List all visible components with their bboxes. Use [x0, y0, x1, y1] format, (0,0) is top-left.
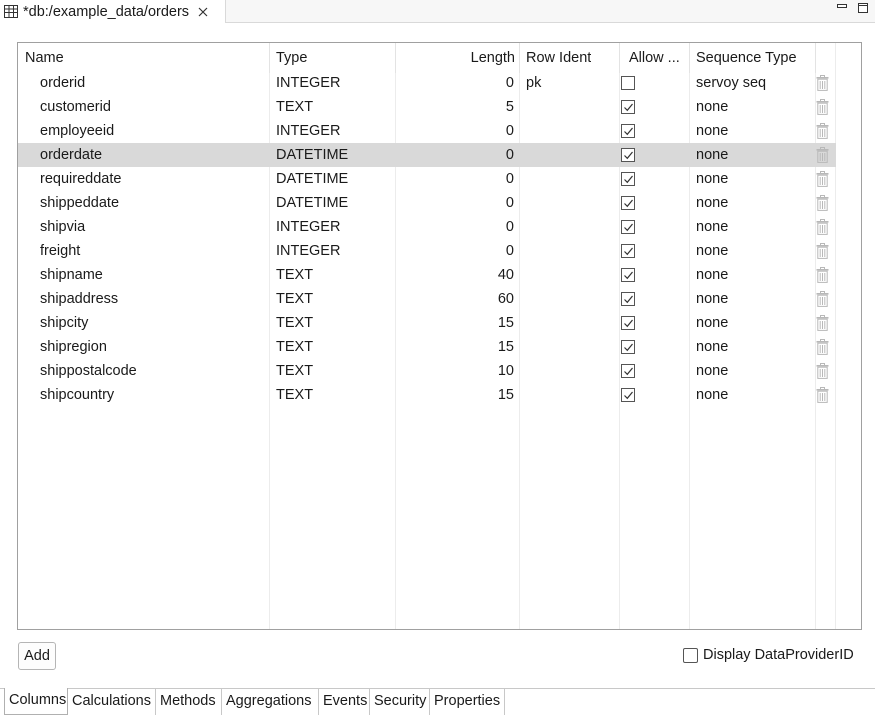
trash-icon[interactable] [816, 123, 829, 139]
column-length-cell[interactable]: 0 [505, 75, 514, 91]
allow-null-checkbox[interactable] [621, 388, 635, 402]
sequence-type-cell[interactable]: none [696, 171, 729, 187]
sequence-type-cell[interactable]: none [696, 291, 729, 307]
allow-null-checkbox[interactable] [621, 340, 635, 354]
column-length-cell[interactable]: 0 [505, 219, 514, 235]
column-name-cell[interactable]: shipregion [40, 339, 107, 355]
tab-security[interactable]: Security [370, 689, 430, 715]
allow-null-checkbox[interactable] [621, 76, 635, 90]
minimize-icon[interactable] [836, 2, 848, 14]
column-type-cell[interactable]: INTEGER [276, 123, 341, 139]
table-row[interactable] [18, 359, 836, 383]
column-length-cell[interactable]: 15 [497, 387, 514, 403]
trash-icon[interactable] [816, 387, 829, 403]
column-name-cell[interactable]: shipcountry [40, 387, 115, 403]
display-dataprovider-checkbox[interactable] [683, 648, 698, 663]
allow-null-checkbox[interactable] [621, 124, 635, 138]
trash-icon[interactable] [816, 315, 829, 331]
trash-icon[interactable] [816, 219, 829, 235]
display-dataprovider-label: Display DataProviderID [703, 647, 854, 663]
table-header [18, 43, 861, 73]
column-length-cell[interactable]: 0 [505, 171, 514, 187]
header-type[interactable]: Type [276, 50, 308, 66]
tab-aggregations[interactable]: Aggregations [222, 689, 319, 715]
tab-properties[interactable]: Properties [430, 689, 505, 715]
column-type-cell[interactable]: DATETIME [276, 171, 349, 187]
column-type-cell[interactable]: INTEGER [276, 219, 341, 235]
column-length-cell[interactable]: 5 [505, 99, 514, 115]
sequence-type-cell[interactable]: servoy seq [696, 75, 767, 91]
trash-icon[interactable] [816, 195, 829, 211]
sequence-type-cell[interactable]: none [696, 267, 729, 283]
table-row[interactable] [18, 263, 836, 287]
table-row[interactable] [18, 191, 836, 215]
table-icon [4, 5, 18, 18]
editor-page-tabs [0, 688, 875, 716]
header-allow-null[interactable]: Allow ... [629, 50, 680, 66]
tab-columns[interactable]: Columns [4, 688, 68, 715]
trash-icon[interactable] [816, 267, 829, 283]
trash-icon[interactable] [816, 291, 829, 307]
tab-methods[interactable]: Methods [156, 689, 222, 715]
maximize-icon[interactable] [857, 2, 869, 14]
column-type-cell[interactable]: DATETIME [276, 195, 349, 211]
trash-icon[interactable] [816, 243, 829, 259]
header-length[interactable]: Length [470, 50, 515, 66]
allow-null-checkbox[interactable] [621, 196, 635, 210]
sequence-type-cell[interactable]: none [696, 387, 729, 403]
column-name-cell[interactable]: employeeid [40, 123, 115, 139]
allow-null-checkbox[interactable] [621, 100, 635, 114]
close-icon[interactable] [197, 6, 209, 18]
table-row[interactable] [18, 71, 836, 95]
trash-icon[interactable] [816, 99, 829, 115]
table-row[interactable] [18, 143, 836, 167]
sequence-type-cell[interactable]: none [696, 147, 729, 163]
header-divider[interactable] [269, 43, 270, 73]
column-length-cell[interactable]: 40 [497, 267, 514, 283]
allow-null-checkbox[interactable] [621, 172, 635, 186]
display-dataprovider-toggle[interactable] [683, 647, 854, 663]
column-type-cell[interactable]: TEXT [276, 315, 314, 331]
allow-null-checkbox[interactable] [621, 220, 635, 234]
header-sequence-type[interactable]: Sequence Type [696, 50, 797, 66]
allow-null-checkbox[interactable] [621, 292, 635, 306]
allow-null-checkbox[interactable] [621, 148, 635, 162]
trash-icon[interactable] [816, 339, 829, 355]
allow-null-checkbox[interactable] [621, 364, 635, 378]
column-name-cell[interactable]: shippostalcode [40, 363, 137, 379]
table-row[interactable] [18, 167, 836, 191]
column-name-cell[interactable]: freight [40, 243, 81, 259]
column-type-cell[interactable]: TEXT [276, 291, 314, 307]
allow-null-checkbox[interactable] [621, 268, 635, 282]
column-type-cell[interactable]: TEXT [276, 363, 314, 379]
column-name-cell[interactable]: shipname [40, 267, 103, 283]
table-row[interactable] [18, 215, 836, 239]
column-type-cell[interactable]: TEXT [276, 387, 314, 403]
tab-events[interactable]: Events [319, 689, 370, 715]
column-length-cell[interactable]: 0 [505, 243, 514, 259]
trash-icon[interactable] [816, 147, 829, 163]
column-name-cell[interactable]: shippeddate [40, 195, 120, 211]
column-name-cell[interactable]: shipvia [40, 219, 86, 235]
sequence-type-cell[interactable]: none [696, 219, 729, 235]
row-ident-cell[interactable]: pk [526, 75, 542, 91]
editor-tab-orders[interactable] [0, 0, 226, 23]
column-length-cell[interactable]: 10 [497, 363, 514, 379]
header-divider[interactable] [689, 43, 690, 73]
editor-tab-title: *db:/example_data/orders [23, 3, 190, 20]
column-length-cell[interactable]: 15 [497, 315, 514, 331]
sequence-type-cell[interactable]: none [696, 243, 729, 259]
sequence-type-cell[interactable]: none [696, 363, 729, 379]
header-name[interactable]: Name [25, 50, 64, 66]
column-length-cell[interactable]: 15 [497, 339, 514, 355]
column-type-cell[interactable]: INTEGER [276, 75, 341, 91]
column-length-cell[interactable]: 0 [505, 195, 514, 211]
column-type-cell[interactable]: TEXT [276, 339, 314, 355]
add-button[interactable]: Add [18, 642, 56, 670]
table-row[interactable] [18, 383, 836, 407]
column-name-cell[interactable]: customerid [40, 99, 111, 115]
column-type-cell[interactable]: DATETIME [276, 147, 349, 163]
column-name-cell[interactable]: shipaddress [40, 291, 119, 307]
table-row[interactable] [18, 335, 836, 359]
column-type-cell[interactable]: INTEGER [276, 243, 341, 259]
columns-table[interactable] [17, 42, 862, 630]
column-name-cell[interactable]: orderid [40, 75, 86, 91]
table-row[interactable] [18, 119, 836, 143]
column-length-cell[interactable]: 0 [505, 147, 514, 163]
header-divider[interactable] [619, 43, 620, 73]
trash-icon[interactable] [816, 75, 829, 91]
column-name-cell[interactable]: requireddate [40, 171, 122, 187]
sequence-type-cell[interactable]: none [696, 195, 729, 211]
header-divider[interactable] [815, 43, 816, 73]
column-type-cell[interactable]: TEXT [276, 267, 314, 283]
trash-icon[interactable] [816, 363, 829, 379]
sequence-type-cell[interactable]: none [696, 315, 729, 331]
header-divider[interactable] [519, 43, 520, 73]
editor-tab-bar [0, 0, 875, 23]
allow-null-checkbox[interactable] [621, 316, 635, 330]
table-row[interactable] [18, 239, 836, 263]
header-row-ident[interactable]: Row Ident [526, 50, 592, 66]
table-row[interactable] [18, 311, 836, 335]
sequence-type-cell[interactable]: none [696, 123, 729, 139]
table-row[interactable] [18, 95, 836, 119]
sequence-type-cell[interactable]: none [696, 339, 729, 355]
tab-calculations[interactable]: Calculations [68, 689, 156, 715]
column-name-cell[interactable]: orderdate [40, 147, 103, 163]
column-name-cell[interactable]: shipcity [40, 315, 89, 331]
sequence-type-cell[interactable]: none [696, 99, 729, 115]
column-length-cell[interactable]: 0 [505, 123, 514, 139]
allow-null-checkbox[interactable] [621, 244, 635, 258]
column-length-cell[interactable]: 60 [497, 291, 514, 307]
trash-icon[interactable] [816, 171, 829, 187]
table-row[interactable] [18, 287, 836, 311]
column-type-cell[interactable]: TEXT [276, 99, 314, 115]
